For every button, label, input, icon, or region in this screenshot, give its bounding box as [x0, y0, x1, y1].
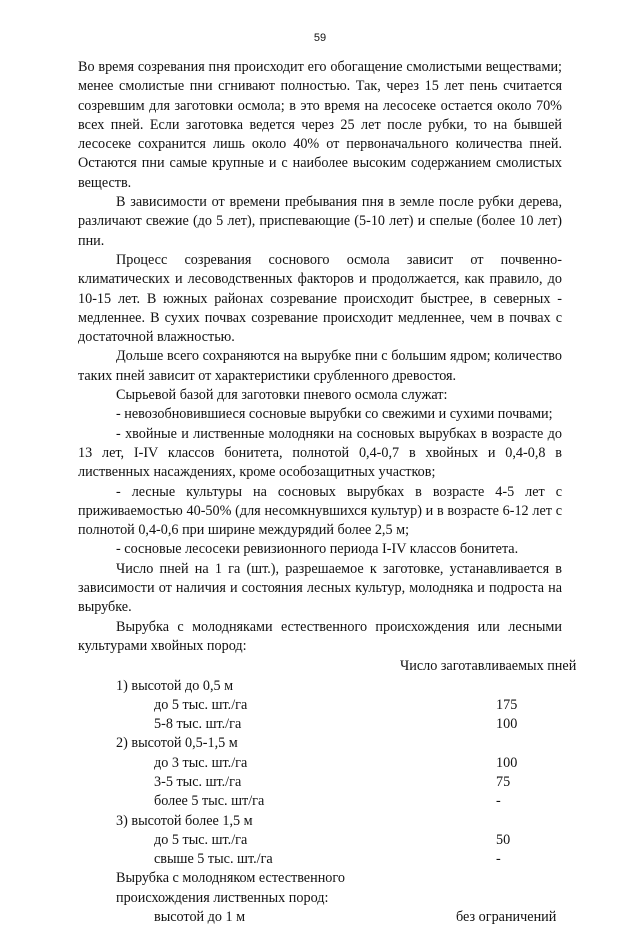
paragraph-2: В зависимости от времени пребывания пня в земле после рубки дерева, различают свежие (до 5 лет), приспевающие (5-10 лет) и спелые (более 10 лет) пни.: [78, 194, 562, 249]
row-label: свыше 5 тыс. шт./га: [154, 851, 273, 868]
list-item-2: - хвойные и лиственные молодняки на сосновых вырубках в возрасте до 13 лет, I-IV классов бонитета, полнотой 0,4-0,7 в хвойных и 0,4-0,8 в лиственных насаждениях, кроме особозащитных участков;: [78, 425, 562, 481]
table-group-label: 3) высотой более 1,5 м: [116, 812, 253, 829]
paragraph-5: Сырьевой базой для заготовки пневого осмола служат:: [116, 387, 448, 404]
paragraph-1: Во время созревания пня происходит его обогащение смолистыми веществами; менее смолистые пни сгнивают полностью. Так, через 15 лет пень считается созревшим для заготовки осмола; в это время на лесосеке остается около 70% всех пней. Если заготовка ведется через 25 лет после рубки, то на бывшей лесосеке сохранится лишь около 40% от первоначального количества пней. Остаются пни самые крупные и с наиболее высоким содержанием смолистых веществ.: [78, 59, 562, 191]
table-row: [78, 754, 562, 773]
paragraph-7: Вырубка с молодняками естественного происхождения или лесными культурами хвойных пород:: [78, 618, 562, 654]
row-value: 100: [496, 716, 518, 733]
row-label: до 5 тыс. шт./га: [154, 696, 248, 713]
table-group-label: 1) высотой до 0,5 м: [116, 677, 234, 694]
row-label: 3-5 тыс. шт./га: [154, 773, 242, 790]
row-label: до 5 тыс. шт./га: [154, 831, 248, 848]
stump-count-table: [78, 657, 577, 927]
list-item-1: - невозобновившиеся сосновые вырубки со свежими и сухими почвами;: [116, 406, 553, 423]
list-item-3: - лесные культуры на сосновых вырубках в возрасте 4-5 лет с приживаемостью 40-50% (для несомкнувшихся культур) и в возрасте 6-12 лет с полнотой 0,4-0,6 при ширине междурядий более 2,5 м;: [78, 483, 562, 539]
table-row: [78, 715, 562, 734]
list-item-4: - сосновые лесосеки ревизионного периода I-IV классов бонитета.: [116, 541, 519, 558]
row-value: -: [496, 851, 501, 868]
row-label: более 5 тыс. шт/га: [154, 793, 265, 810]
row-value: 50: [496, 831, 511, 848]
row-label: 5-8 тыс. шт./га: [154, 716, 242, 733]
table-row: [78, 773, 562, 792]
deciduous-heading-line-1: Вырубка с молодняком естественного: [116, 870, 345, 887]
table-row: [78, 908, 562, 927]
table-row: [78, 696, 562, 715]
row-value: -: [496, 793, 501, 810]
row-value: 100: [496, 754, 518, 771]
table-header-row: [78, 657, 577, 676]
table-row: [78, 831, 562, 850]
row-value: без ограничений: [456, 909, 557, 926]
row-label: высотой до 1 м: [154, 909, 246, 926]
page-number: 59: [313, 32, 327, 44]
document-body: [78, 58, 577, 927]
deciduous-heading-line-2: происхождения лиственных пород:: [116, 889, 329, 906]
paragraph-6: Число пней на 1 га (шт.), разрешаемое к заготовке, устанавливается в зависимости от наличия и состояния лесных культур, молодняка и подроста на вырубке.: [78, 560, 562, 616]
paragraph-3: Процесс созревания соснового осмола зависит от почвенно-климатических и лесоводственных факторов и продолжается, как правило, до 10-15 лет. В южных районах созревание происходит быстрее, в северных - медленнее. В сухих почвах созревание происходит медленнее, чем в почвах с достаточной влажностью.: [78, 251, 562, 346]
column-header: Число заготавливаемых пней: [400, 658, 577, 675]
row-value: 175: [496, 696, 518, 713]
table-group-label: 2) высотой 0,5-1,5 м: [116, 735, 238, 752]
table-row: [78, 850, 562, 869]
paragraph-4: Дольше всего сохраняются на вырубке пни с большим ядром; количество таких пней зависит от характеристики срубленного древостоя.: [78, 348, 562, 384]
row-value: 75: [496, 773, 511, 790]
row-label: до 3 тыс. шт./га: [154, 754, 248, 771]
table-row: [78, 792, 562, 811]
